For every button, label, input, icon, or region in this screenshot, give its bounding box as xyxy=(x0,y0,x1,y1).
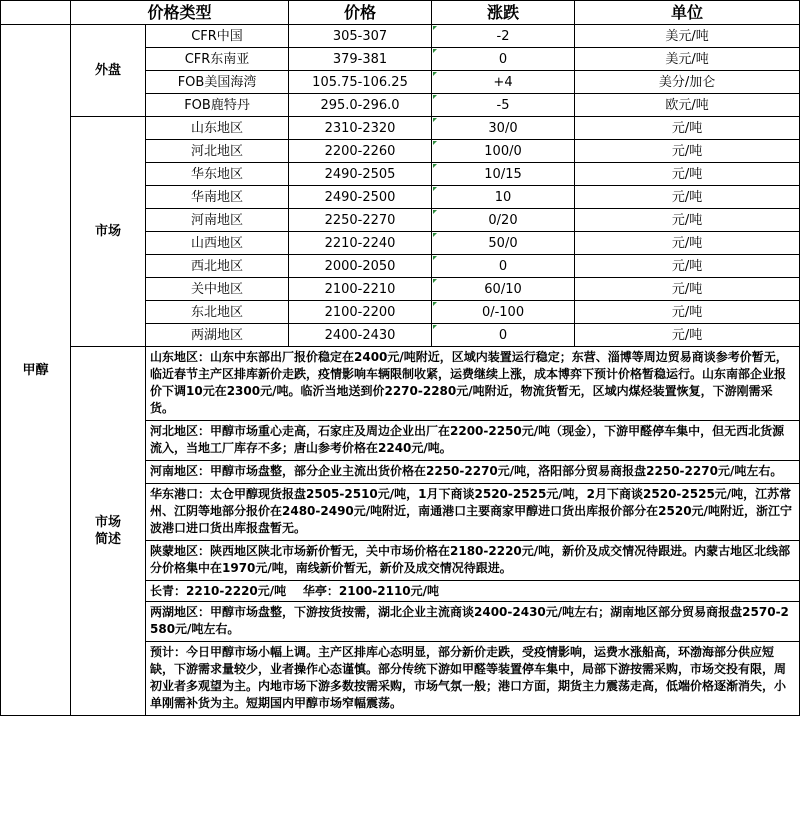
row-price: 2100-2210 xyxy=(289,278,432,301)
row-name: 河南地区 xyxy=(146,209,289,232)
summary-shandong: 山东地区：山东中东部出厂报价稳定在2400元/吨附近，区域内装置运行稳定；东营、淄博等周边贸易商谈参考价暂无，临近春节主产区排库新价走跌，疫情影响车辆限制收紧，运费继续上涨，成本博弈下预计价格暂稳运行。山东南部企业报价下调10元在2300元/吨。临沂当地送到价2270-2280元/吨附近，物流货暂无，区域内煤烃装置恢复，下游刚需采货。 xyxy=(146,347,799,421)
table-row xyxy=(1,117,800,140)
row-name: 西北地区 xyxy=(146,255,289,278)
row-unit: 元/吨 xyxy=(575,324,800,347)
row-price: 2250-2270 xyxy=(289,209,432,232)
row-change: 0 xyxy=(432,324,575,347)
product-label: 甲醇 xyxy=(1,25,71,716)
row-name: 山东地区 xyxy=(146,117,289,140)
row-change: -2 xyxy=(432,25,575,48)
row-change: 0 xyxy=(432,255,575,278)
row-price: 305-307 xyxy=(289,25,432,48)
row-price: 379-381 xyxy=(289,48,432,71)
summary-east-china-port: 华东港口：太仓甲醇现货报盘2505-2510元/吨，1月下商谈2520-2525元/吨，2月下商谈2520-2525元/吨，江苏常州、江阴等地部分报价在2480-2490元/吨附近，南通港口主要商家甲醇进口货出库报价部分在2520元/吨附近，浙江宁波港口进口货出库报盘暂无。 xyxy=(146,484,799,541)
row-change: 0 xyxy=(432,48,575,71)
summary-hubei-hunan: 两湖地区：甲醇市场盘整，下游按货按需，湖北企业主流商谈2400-2430元/吨左右；湖南地区部分贸易商报盘2570-2580元/吨左右。 xyxy=(146,602,799,642)
row-name: 东北地区 xyxy=(146,301,289,324)
summary-cell xyxy=(146,347,800,716)
row-unit: 元/吨 xyxy=(575,140,800,163)
row-name: FOB鹿特丹 xyxy=(146,94,289,117)
row-price: 2490-2505 xyxy=(289,163,432,186)
row-unit: 元/吨 xyxy=(575,232,800,255)
row-name: 两湖地区 xyxy=(146,324,289,347)
row-unit: 元/吨 xyxy=(575,255,800,278)
row-price: 105.75-106.25 xyxy=(289,71,432,94)
group-market: 市场 xyxy=(71,117,146,347)
row-unit: 欧元/吨 xyxy=(575,94,800,117)
header-change: 涨跌 xyxy=(432,1,575,25)
summary-shaanxi-inner-mongolia: 陕蒙地区：陕西地区陕北市场新价暂无，关中市场价格在2180-2220元/吨，新价及成交情况待跟进。内蒙古地区北线部分价格集中在1970元/吨，南线新价暂无，新价及成交情况待跟进。 xyxy=(146,541,799,581)
row-price: 2200-2260 xyxy=(289,140,432,163)
row-unit: 美元/吨 xyxy=(575,25,800,48)
summary-forecast: 预计：今日甲醇市场小幅上调。主产区排库心态明显，部分新价走跌，受疫情影响，运费水涨船高，环渤海部分供应短缺，下游需求量较少，业者操作心态谨慎。部分传统下游如甲醛等装置停车集中，局部下游按需采购，市场交投有限，周初业者多观望为主。内地市场下游多数按需采购，市场气氛一般；港口方面，期货主力震荡走高，低端价格逐渐消失，小单刚需补货为主。短期国内甲醇市场窄幅震荡。 xyxy=(150,645,787,710)
row-unit: 元/吨 xyxy=(575,278,800,301)
row-price: 295.0-296.0 xyxy=(289,94,432,117)
group-outer: 外盘 xyxy=(71,25,146,117)
row-price: 2490-2500 xyxy=(289,186,432,209)
row-change: 10/15 xyxy=(432,163,575,186)
summary-changqing-huating: 长青：2210-2220元/吨 华亭：2100-2110元/吨 xyxy=(146,581,799,602)
summary-hebei: 河北地区：甲醇市场重心走高，石家庄及周边企业出厂在2200-2250元/吨（现金），下游甲醛停车集中，但无西北货源流入，当地工厂库存不多；唐山参考价格在2240元/吨。 xyxy=(146,421,799,461)
row-unit: 元/吨 xyxy=(575,163,800,186)
row-change: 0/-100 xyxy=(432,301,575,324)
group-summary: 市场 简述 xyxy=(71,347,146,716)
row-price: 2100-2200 xyxy=(289,301,432,324)
row-name: 山西地区 xyxy=(146,232,289,255)
row-name: 华东地区 xyxy=(146,163,289,186)
row-unit: 元/吨 xyxy=(575,117,800,140)
row-change: 60/10 xyxy=(432,278,575,301)
row-price: 2400-2430 xyxy=(289,324,432,347)
header-type: 价格类型 xyxy=(71,1,289,25)
table-row xyxy=(1,25,800,48)
row-change: +4 xyxy=(432,71,575,94)
row-name: CFR东南亚 xyxy=(146,48,289,71)
row-unit: 元/吨 xyxy=(575,209,800,232)
row-name: 河北地区 xyxy=(146,140,289,163)
row-unit: 美元/吨 xyxy=(575,48,800,71)
summary-row xyxy=(1,347,800,716)
row-unit: 元/吨 xyxy=(575,301,800,324)
header-price: 价格 xyxy=(289,1,432,25)
row-price: 2210-2240 xyxy=(289,232,432,255)
row-change: -5 xyxy=(432,94,575,117)
row-change: 50/0 xyxy=(432,232,575,255)
row-change: 100/0 xyxy=(432,140,575,163)
row-change: 10 xyxy=(432,186,575,209)
row-name: FOB美国海湾 xyxy=(146,71,289,94)
header-row xyxy=(1,1,800,25)
row-change: 0/20 xyxy=(432,209,575,232)
row-price: 2000-2050 xyxy=(289,255,432,278)
summary-henan: 河南地区：甲醇市场盘整，部分企业主流出货价格在2250-2270元/吨，洛阳部分贸易商报盘2250-2270元/吨左右。 xyxy=(146,461,799,484)
row-name: CFR中国 xyxy=(146,25,289,48)
row-unit: 美分/加仑 xyxy=(575,71,800,94)
row-price: 2310-2320 xyxy=(289,117,432,140)
header-blank xyxy=(1,1,71,25)
row-name: 华南地区 xyxy=(146,186,289,209)
header-unit: 单位 xyxy=(575,1,800,25)
row-unit: 元/吨 xyxy=(575,186,800,209)
row-change: 30/0 xyxy=(432,117,575,140)
row-name: 关中地区 xyxy=(146,278,289,301)
